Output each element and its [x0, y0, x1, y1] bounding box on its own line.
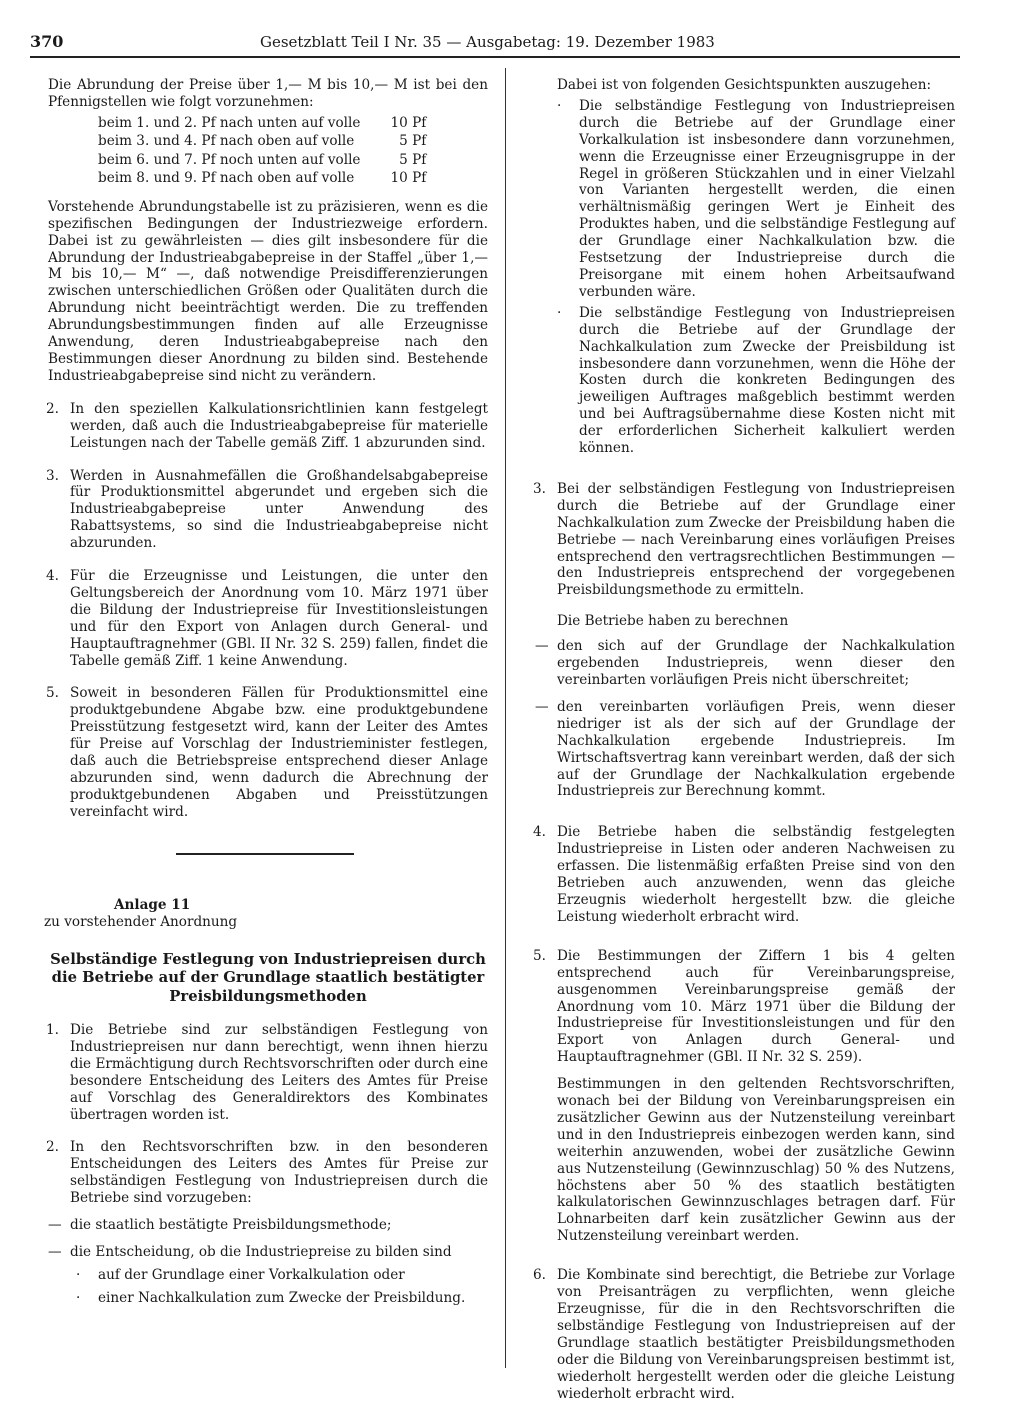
dash-item [535, 638, 955, 689]
item-number: 1. [46, 1022, 59, 1039]
list-item [48, 1022, 488, 1123]
table-row [98, 133, 426, 152]
considerations-intro: Dabei ist von folgenden Gesichtspunkten auszugehen: [557, 77, 932, 93]
bullet-item [557, 305, 955, 457]
column-divider [505, 68, 506, 1368]
list-item [535, 481, 955, 599]
list-item [48, 401, 488, 452]
bullet-text: auf der Grundlage einer Vorkalkulation oder [98, 1266, 405, 1283]
dash-text: die Entscheidung, ob die Industriepreise zu bilden sind [70, 1244, 452, 1260]
left-column [44, 77, 488, 1307]
section-separator [176, 853, 354, 855]
rounding-amount: 5 Pf [399, 133, 427, 150]
rounding-label: beim 1. und 2. Pf nach unten auf volle [98, 114, 361, 131]
rounding-amount: 10 Pf [390, 114, 427, 131]
dash-text: den vereinbarten vorläufigen Preis, wenn dieser niedriger ist als der sich auf der Grundlage der Nachkalkulation ergebende Industriepreis. Im Wirtschaftsvertrag kann vereinbart werden, daß der sich auf der Grundlage der Nachkalkulation ergebende Industriepreis zur Berechnung kommt. [557, 698, 955, 800]
page-number: 370 [30, 32, 64, 51]
dash-item [535, 699, 955, 800]
list-item [48, 685, 488, 820]
item-text: In den Rechtsvorschriften bzw. in den besonderen Entscheidungen des Leiters des Amtes für Preise zur selbständigen Festlegung von Industriepreisen durch die Betriebe sind vorzugeben: [70, 1139, 488, 1207]
rounding-amount: 5 Pf [399, 151, 427, 168]
item-text: Die Kombinate sind berechtigt, die Betriebe zur Vorlage von Preisanträgen zu verpflichten, wenn gleiche Erzeugnisse, für die in den Rechtsvorschriften die selbständige Festlegung von Industriepreisen auf der Grundlage staatlich bestätigter Preisbildungsmethoden oder die Bildung von Vereinbarungspreisen bestimmt ist, wiederholt hergestellt werden oder die gleiche Leistung wiederholt erbracht wird. [557, 1267, 955, 1402]
list-item [48, 1139, 488, 1207]
list-item [48, 468, 488, 553]
bullet-item [76, 1290, 488, 1307]
gazette-title: Gesetzblatt Teil I Nr. 35 — Ausgabetag: 19. Dezember 1983 [260, 33, 715, 51]
item-number: 2. [46, 1139, 59, 1156]
rounding-label: beim 8. und 9. Pf nach oben auf volle [98, 170, 355, 187]
bullet-text: einer Nachkalkulation zum Zwecke der Preisbildung. [98, 1289, 466, 1306]
item-number: 5. [533, 947, 546, 964]
bullet-text: Die selbständige Festlegung von Industriepreisen durch die Betriebe auf der Grundlage einer Vorkalkulation ist insbesondere dann vorzunehmen, wenn die Erzeugnisse einer Erzeugnisgruppe in der Regel in größeren Stückzahlen und in einer Vielzahl von Varianten hergestellt werden, die einen verhältnismäßig geringen Wert je Einheit des Produktes haben, und die selbständige Festlegung auf der Grundlage einer Nachkalkulation bzw. die Festsetzung der Industriepreise durch die Preisorgane mit einem hohen Arbeitsaufwand verbunden wäre. [579, 97, 955, 300]
item-number: 2. [46, 400, 59, 417]
bullet-marker: · [557, 304, 562, 321]
annex-label: Anlage 11 [114, 896, 191, 913]
right-column [535, 77, 955, 1402]
profit-sharing-paragraph: Bestimmungen in den geltenden Rechtsvorschriften, wonach bei der Bildung von Vereinbarungspreisen ein zusätzlicher Gewinn aus der Nutzensteilung vereinbart und in den Industriepreis einbezogen werden kann, sind weiterhin anzuwenden, wobei der zusätzliche Gewinn aus Nutzensteilung (Gewinnzuschlag) 50 % des Nutzens, höchstens aber 50 % des staatlich bestätigten kalkulatorischen Gewinnzuschlages betragen darf. Für Lohnarbeiten darf kein zusätzlicher Gewinn aus der Nutzensteilung vereinbart werden. [557, 1076, 955, 1245]
bullet-marker: · [76, 1266, 81, 1283]
table-row [98, 170, 426, 189]
item-text: Die Betriebe sind zur selbständigen Festlegung von Industriepreisen nur dann berechtigt, wenn ihnen hierzu die Ermächtigung durch Rechtsvorschriften oder durch eine besondere Entscheidung des Leiters des Amtes für Preise auf Vorschlag des Generaldirektors des Kombinates übertragen worden ist. [70, 1022, 488, 1123]
rounding-intro: Die Abrundung der Preise über 1,— M bis 10,— M ist bei den Pfennigstellen wie folgt vorzunehmen: [48, 77, 488, 110]
dash-marker: — [535, 638, 549, 655]
bullet-marker: · [76, 1289, 81, 1306]
rounding-explanation: Vorstehende Abrundungstabelle ist zu präzisieren, wenn es die spezifischen Bedingungen der Industriezweige erfordern. Dabei ist zu gewährleisten — dies gilt insbesondere für die Abrundung der Industrieabgabepreise in der Staffel „über 1,— M bis 10,— M“ —, daß notwendige Preisdifferenzierungen zwischen unterschiedlichen Größen oder Qualitäten durch die Abrundung nicht beeinträchtigt werden. Die zu treffenden Abrundungsbestimmungen finden auf alle Erzeugnisse Anwendung, deren Industrieabgabepreise nach den Bestimmungen dieser Anordnung zu bilden sind. Bestehende Industrieabgabepreise sind nicht zu verändern. [48, 198, 488, 384]
item-number: 3. [533, 480, 546, 497]
list-item [535, 1267, 955, 1402]
item-text: Die Betriebe haben die selbständig festgelegten Industriepreise in Listen oder anderen Nachweisen zu erfassen. Die listenmäßig erfaßten Preise sind von den Betrieben auch anzuwenden, wenn das gleiche Erzeugnis wiederholt hergestellt bzw. die gleiche Leistung wiederholt erbracht wird. [557, 824, 955, 925]
list-item [535, 824, 955, 925]
table-row [98, 115, 426, 134]
table-row [98, 152, 426, 171]
rounding-label: beim 3. und 4. Pf nach oben auf volle [98, 133, 355, 150]
dash-marker: — [535, 698, 549, 715]
rounding-table [98, 115, 426, 189]
bullet-item [76, 1267, 488, 1284]
item-text: Soweit in besonderen Fällen für Produktionsmittel eine produktgebundene Abgabe bzw. eine produktgebundene Preisstützung festgesetzt wird, kann der Leiter des Amtes für Preise auf Vorschlag der Industrieminister festlegen, daß auch die Betriebspreise entsprechend dieser Anlage abzurunden sind, wenn dadurch die Abrechnung der produktgebundenen Abgaben und Preisstützungen vereinfacht wird. [70, 685, 488, 820]
item-number: 6. [533, 1267, 546, 1284]
bullet-text: Die selbständige Festlegung von Industriepreisen durch die Betriebe auf der Grundlage der Nachkalkulation zum Zwecke der Preisbildung ist insbesondere dann vorzunehmen, wenn die Höhe der Kosten durch die konkreten Bedingungen des jeweiligen Auftrages maßgeblich bestimmt werden und bei Auftragsübernahme diese Kosten nicht mit der erforderlichen Sicherheit kalkuliert werden können. [579, 304, 955, 457]
rounding-amount: 10 Pf [390, 170, 427, 187]
item-number: 3. [46, 467, 59, 484]
item-number: 5. [46, 685, 59, 702]
item-text: Die Bestimmungen der Ziffern 1 bis 4 gelten entsprechend auch für Vereinbarungspreise, ausgenommen Vereinbarungspreise gemäß der Anordnung vom 10. März 1971 über die Bildung der Industriepreise für Investitionsleistungen und für den Export von Anlagen durch General- und Hauptauftragnehmer (GBl. II Nr. 32 S. 259). [557, 947, 955, 1066]
item-number: 4. [533, 824, 546, 841]
dash-text: den sich auf der Grundlage der Nachkalkulation ergebenden Industriepreis, wenn dieser den vereinbarten vorläufigen Preis nicht überschreitet; [557, 638, 955, 688]
item-text: Bei der selbständigen Festlegung von Industriepreisen durch die Betriebe auf der Grundlage einer Nachkalkulation zum Zwecke der Preisbildung haben die Betriebe — nach Vereinbarung eines vorläufigen Preises entsprechend den vertragsrechtlichen Bestimmungen — den Industriepreis entsprechend der vorgegebenen Preisbildungsmethode zu ermitteln. [557, 480, 955, 599]
page-header [30, 32, 715, 56]
item-text: Für die Erzeugnisse und Leistungen, die unter den Geltungsbereich der Anordnung vom 10. März 1971 über die Bildung der Industriepreise für Investitionsleistungen und für den Export von Anlagen durch General- und Hauptauftragnehmer (GBl. II Nr. 32 S. 259) fallen, findet die Tabelle gemäß Ziff. 1 keine Anwendung. [70, 568, 488, 669]
item-number: 4. [46, 568, 59, 585]
dash-text: die staatlich bestätigte Preisbildungsmethode; [70, 1217, 392, 1234]
list-item [48, 568, 488, 669]
list-item [535, 948, 955, 1066]
item-text: Werden in Ausnahmefällen die Großhandelsabgabepreise für Produktionsmittel abgerundet und ergeben sich die Industrieabgabepreise unter Anwendung des Rabattsystems, so sind die Industrieabgabepreise nicht abzurunden. [70, 467, 488, 552]
annex-title: Selbständige Festlegung von Industriepreisen durch die Betriebe auf der Grundlage staatlich bestätigter Preisbildungsmethoden [50, 950, 486, 1005]
header-rule [30, 56, 960, 58]
item-text: In den speziellen Kalkulationsrichtlinien kann festgelegt werden, daß auch die Industrieabgabepreise für materielle Leistungen nach der Tabelle gemäß Ziff. 1 abzurunden sind. [70, 400, 488, 451]
bullet-item [557, 98, 955, 301]
rounding-label: beim 6. und 7. Pf noch unten auf volle [98, 151, 361, 168]
dash-marker: — [48, 1244, 62, 1260]
bullet-marker: · [557, 97, 562, 114]
dash-item [48, 1244, 488, 1261]
annex-subtitle: zu vorstehender Anordnung [44, 913, 238, 930]
dash-item [48, 1217, 488, 1234]
calculation-intro: Die Betriebe haben zu berechnen [557, 613, 789, 630]
dash-marker: — [48, 1217, 62, 1234]
